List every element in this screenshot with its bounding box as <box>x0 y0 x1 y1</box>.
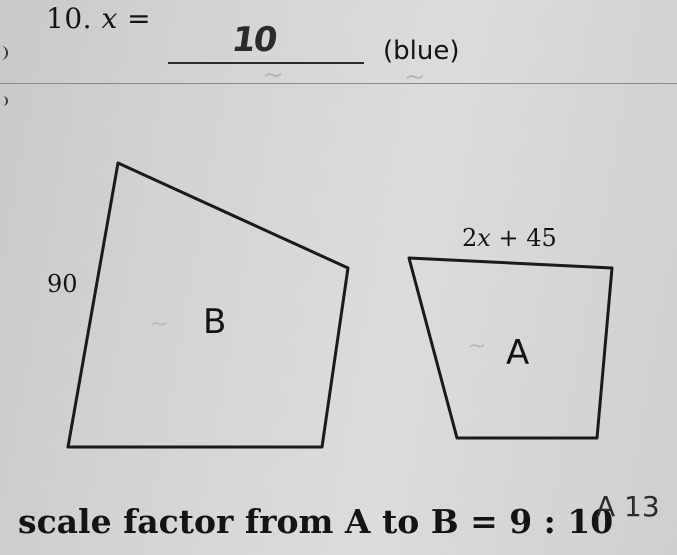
erased-mark: ~ <box>468 334 487 359</box>
handwritten-corner-note: A 13 <box>596 490 660 523</box>
handwritten-answer: 10 <box>229 20 279 60</box>
erased-mark: ~ <box>262 60 284 90</box>
scale-factor-prompt: scale factor from A to B = 9 : 10 <box>18 502 614 541</box>
erased-mark: ~ <box>150 312 169 337</box>
shape-a-side-prefix: 2 <box>462 224 478 252</box>
shape-b-label: B <box>203 302 227 342</box>
erased-mark: ~ <box>404 62 426 92</box>
shape-a-side-suffix: + 45 <box>490 224 557 252</box>
problem-variable: x = <box>101 2 152 35</box>
shape-a-side-variable: x <box>477 224 491 252</box>
problem-number: 10. <box>46 2 93 35</box>
shape-a-label: A <box>506 333 530 373</box>
shape-a-side-label <box>462 224 557 252</box>
shape-b-side-label: 90 <box>47 270 78 298</box>
color-note: (blue) <box>383 36 460 66</box>
